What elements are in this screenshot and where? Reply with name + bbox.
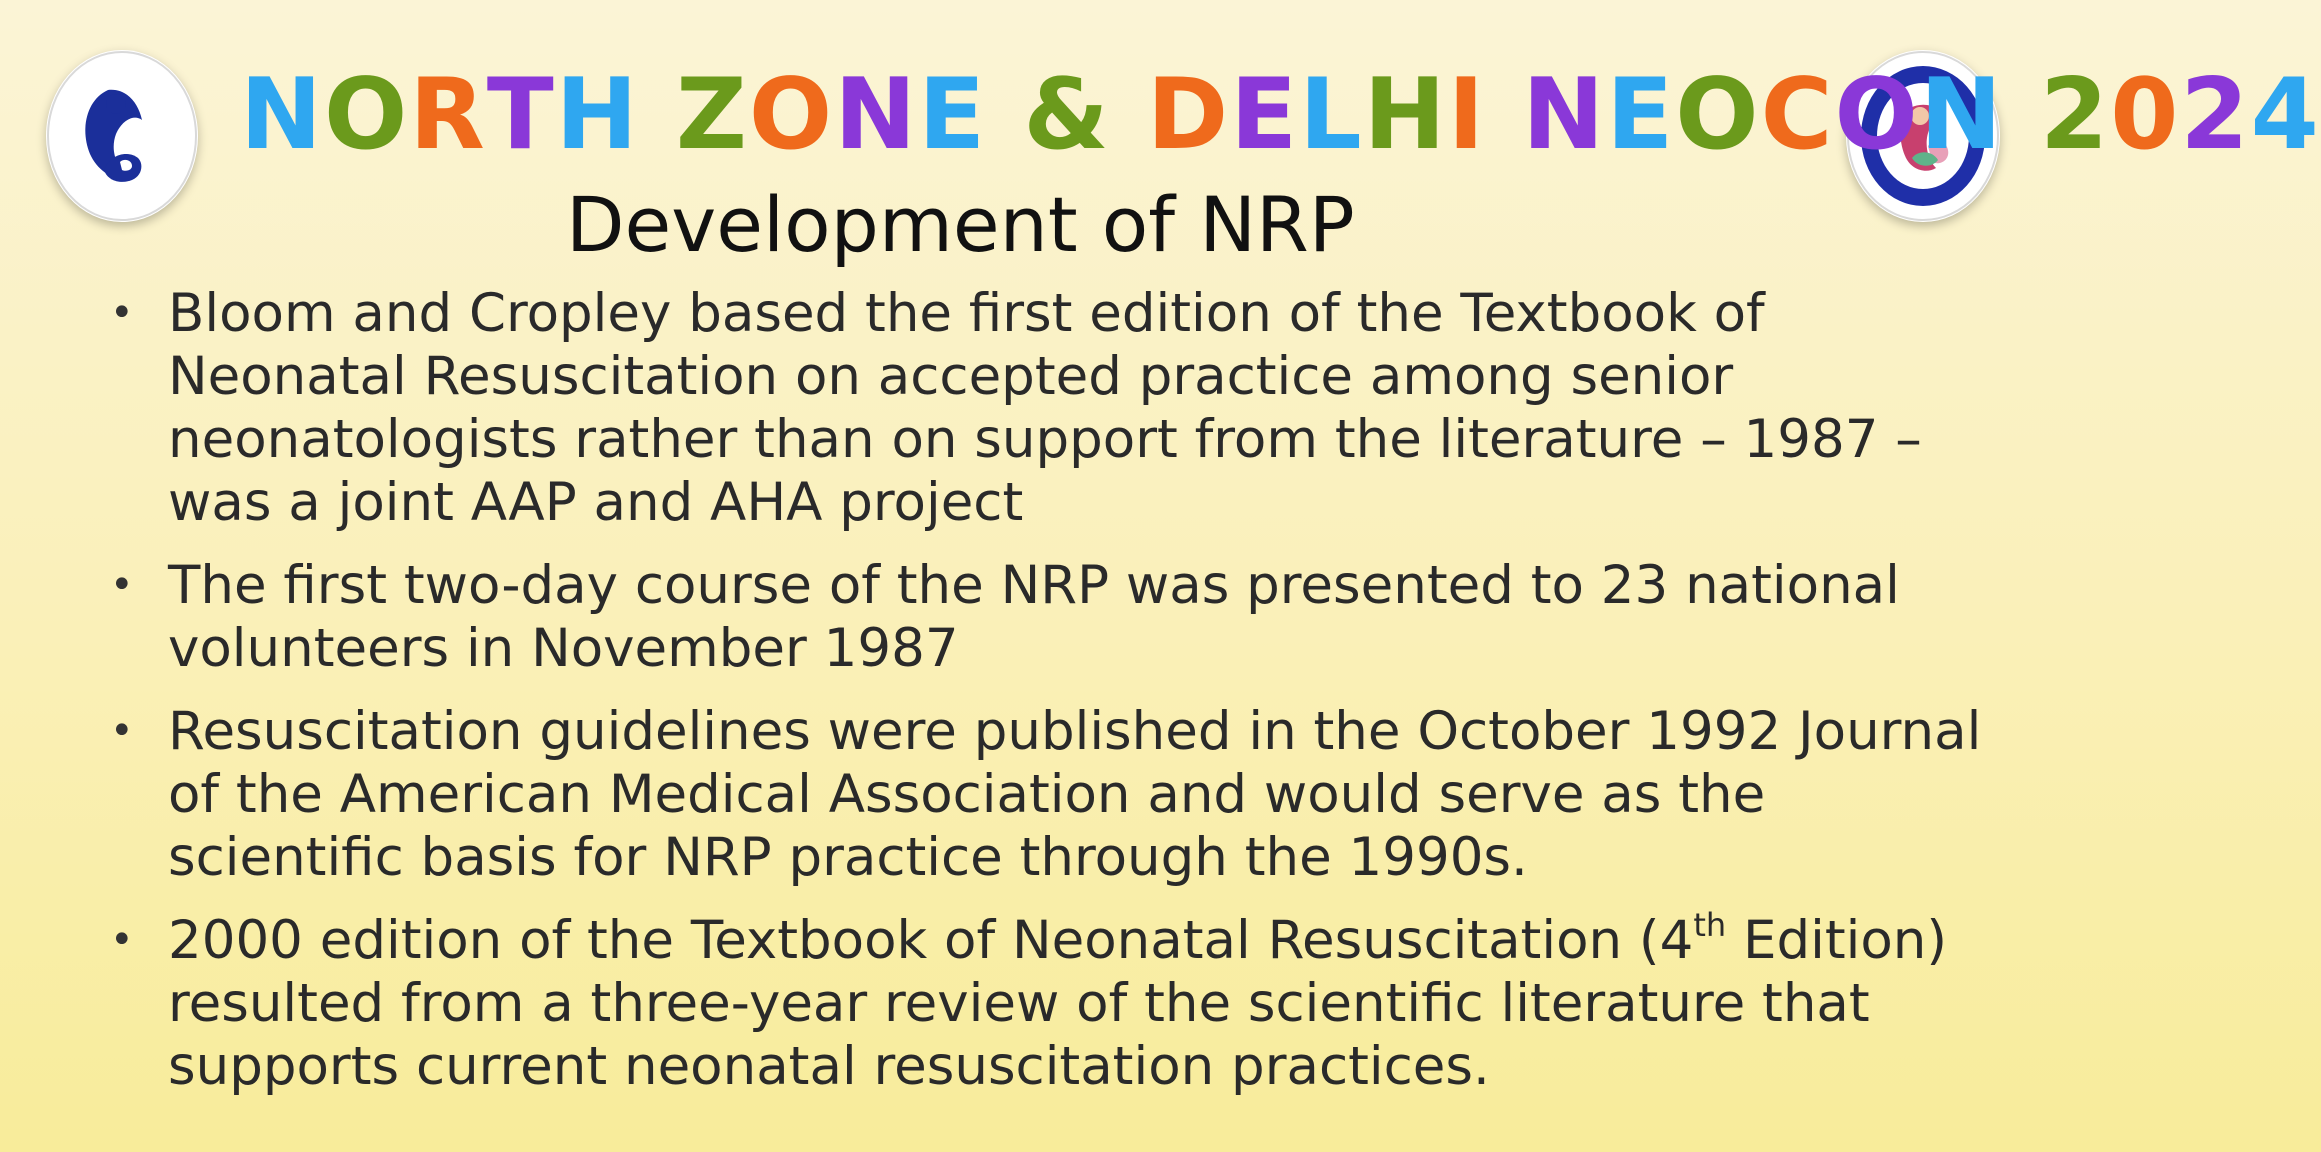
banner-letter: O (748, 58, 835, 172)
superscript-th: th (1693, 906, 1727, 944)
banner-letter: E (918, 58, 988, 172)
banner-letter: & (1023, 58, 1111, 172)
banner-letter: N (1919, 58, 2004, 172)
banner-letter: T (486, 58, 556, 172)
banner-letter: H (1363, 58, 1448, 172)
bullet-text-before: 2000 edition of the Textbook of Neonatal Resuscitation (4 (168, 910, 1694, 971)
banner-letter: 0 (2110, 58, 2181, 172)
list-item (100, 282, 2000, 534)
banner-letter: O (1675, 58, 1761, 172)
bullet-text: The first two-day course of the NRP was presented to 23 national volunteers in November 1987 (168, 555, 1900, 679)
banner-letter: N (834, 58, 919, 172)
banner-letter: 2 (2180, 58, 2251, 172)
list-item (100, 700, 2000, 889)
banner-letter: N (1522, 58, 1607, 172)
bullet-list (100, 282, 2000, 1118)
banner-letter: H (555, 58, 640, 172)
banner-letter (2004, 58, 2040, 172)
banner-letter: O (1834, 58, 1920, 172)
bullet-text-after: Edition) resulted from a three-year review of the scientific literature that supports current neonatal resuscitation practices. (168, 910, 1948, 1097)
mother-baby-icon (46, 50, 198, 222)
bullet-text: Resuscitation guidelines were published in the October 1992 Journal of the American Medical Association and would serve as the scientific basis for NRP practice through the 1990s. (168, 701, 1982, 888)
banner-letter: R (409, 58, 487, 172)
banner-letter (987, 58, 1023, 172)
bullet-icon: • (110, 708, 134, 754)
banner-letter: Z (675, 58, 749, 172)
list-item (100, 906, 2000, 1098)
banner-letter: 2 (2039, 58, 2111, 172)
banner-letter: O (324, 58, 410, 172)
conference-banner (240, 58, 2321, 172)
bullet-icon: • (110, 917, 134, 963)
banner-letter: E (1606, 58, 1676, 172)
banner-letter (1486, 58, 1522, 172)
bullet-icon: • (110, 562, 134, 608)
banner-letter: N (240, 58, 325, 172)
national-neonatology-forum-logo (46, 50, 198, 222)
banner-letter: C (1760, 58, 1835, 172)
banner-letter: I (1447, 58, 1487, 172)
banner-letter: D (1146, 58, 1231, 172)
list-item (100, 554, 2000, 680)
banner-letter: L (1299, 58, 1364, 172)
banner-letter: E (1230, 58, 1300, 172)
banner-letter (1111, 58, 1147, 172)
banner-letter: 4 (2250, 58, 2321, 172)
bullet-text: Bloom and Cropley based the first edition of the Textbook of Neonatal Resuscitation on accepted practice among senior neonatologists rather than on support from the literature – 1987 – was a joint AAP and AHA project (168, 283, 1922, 533)
slide-title: Development of NRP (566, 180, 1355, 269)
banner-letter (640, 58, 676, 172)
bullet-icon: • (110, 290, 134, 336)
